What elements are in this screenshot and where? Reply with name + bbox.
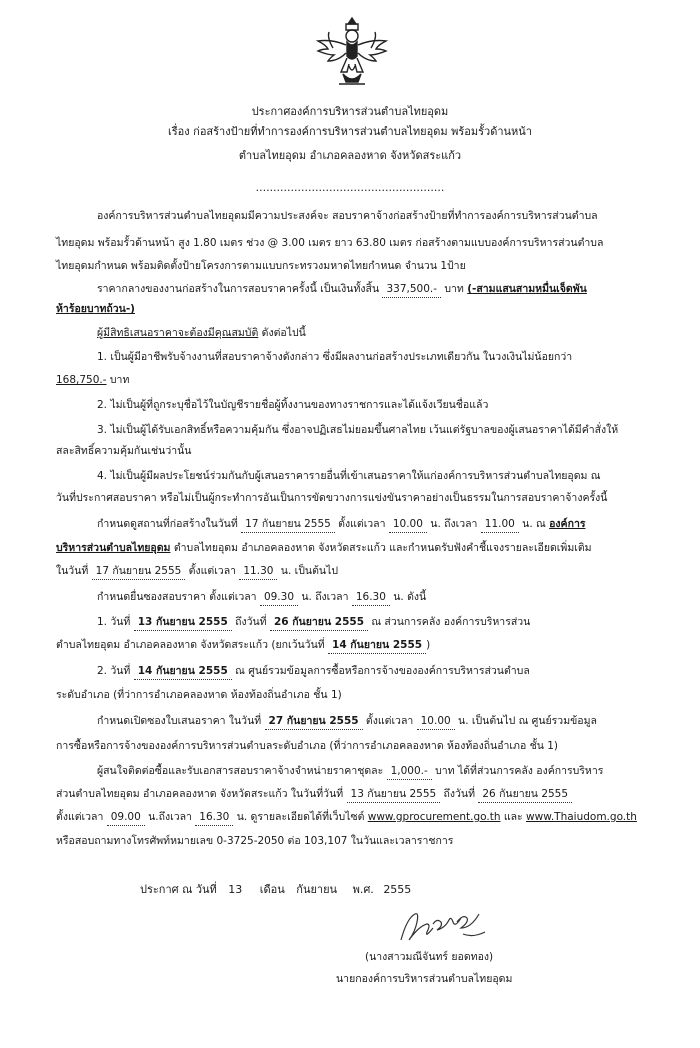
- qualification-1-amount: 168,750.-: [56, 374, 107, 386]
- site-visit-rest: ตำบลไทยอุดม อำเภอคลองหาด จังหวัดสระแก้ว และกำหนดรับฟังคำชี้แจงรายละเอียดเพิ่มเติม: [173, 542, 592, 554]
- submit-label: กำหนดยื่นซองสอบราคา ตั้งแต่เวลา: [97, 591, 257, 603]
- buy-time-line: [56, 810, 637, 826]
- announcement-title: ประกาศองค์การบริหารส่วนตำบลไทยอุดม: [251, 105, 449, 118]
- clarify-label: ในวันที่: [56, 565, 89, 577]
- qualifications-suffix: ดังต่อไปนี้: [261, 327, 306, 339]
- subject-text: ก่อสร้างป้ายที่ทำการองค์การบริหารส่วนตำบลไทยอุดม พร้อมรั้วด้านหน้า: [193, 125, 532, 138]
- gprocurement-link[interactable]: www.gprocurement.go.th: [367, 811, 501, 823]
- date-label: ประกาศ ณ วันที่: [140, 883, 217, 896]
- site-visit-from-label: ตั้งแต่เวลา: [338, 518, 386, 530]
- open-from-label: ตั้งแต่เวลา: [365, 715, 414, 727]
- year-label: พ.ศ.: [352, 883, 374, 896]
- signer-title: นายกองค์การบริหารส่วนตำบลไทยอุดม: [336, 973, 513, 985]
- announcement-date: [140, 882, 411, 897]
- buy-time-to-label: น.ถึงเวลา: [148, 811, 192, 823]
- price-words-cont: ห้าร้อยบาทถ้วน-): [56, 303, 135, 315]
- site-visit-at: น. ณ: [522, 518, 546, 530]
- buy-from: 13 กันยายน 2555: [347, 787, 441, 803]
- open-label: กำหนดเปิดซองใบเสนอราคา ในวันที่: [97, 715, 262, 727]
- submit-to-label: น. ถึงเวลา: [301, 591, 349, 603]
- clarify-time: 11.30: [239, 564, 277, 580]
- submit-1-to: 26 กันยายน 2555: [270, 615, 368, 631]
- thaiudom-link[interactable]: www.Thaiudom.go.th: [526, 811, 637, 823]
- price-prefix: ราคากลางของงานก่อสร้างในการสอบราคาครั้งนี้ เป็นเงินทั้งสิ้น: [97, 283, 380, 295]
- submit-1-to-label: ถึงวันที่: [235, 616, 267, 628]
- qualification-3-cont: สละสิทธิ์ความคุ้มกันเช่นว่านั้น: [56, 445, 192, 457]
- open-time: 10.00: [417, 714, 455, 730]
- open-rest: น. เป็นต้นไป ณ ศูนย์รวมข้อมูล: [458, 715, 597, 727]
- open-place: การซื้อหรือการจ้างขององค์การบริหารส่วนตำบลระดับอำเภอ (ที่ว่าการอำเภอคลองหาด ห้องท้องถิ่นอำเภอ ชั้น 1): [56, 740, 559, 752]
- qualification-1-amount-line: [56, 373, 129, 388]
- submit-1-except: 14 กันยายน 2555: [328, 638, 426, 654]
- qualification-2: 2. ไม่เป็นผู้ที่ถูกระบุชื่อไว้ในบัญชีรายชื่อผู้ทิ้งงานของทางราชการและได้แจ้งเวียนชื่อแล้ว: [97, 399, 489, 411]
- clarify-line: [56, 564, 338, 580]
- month-label: เดือน: [259, 883, 285, 896]
- buy-site-and: และ: [503, 811, 523, 823]
- site-visit-date: 17 กันยายน 2555: [241, 517, 335, 533]
- signer-name: (นางสาวมณีจันทร์ ยอดทอง): [365, 951, 494, 963]
- buy-rest: บาท ได้ที่ส่วนการคลัง องค์การบริหาร: [435, 765, 604, 777]
- phone-line: หรือสอบถามทางโทรศัพท์หมายเลข 0-3725-2050 ต่อ 103,107 ในวันและเวลาราชการ: [56, 835, 454, 847]
- site-visit-org: องค์การ: [549, 518, 586, 530]
- qualification-4-cont: วันที่ประกาศสอบราคา หรือไม่เป็นผู้กระทำการอันเป็นการขัดขวางการแข่งขันราคาอย่างเป็นธรรมในการสอบราคาจ้างครั้งนี้: [56, 492, 608, 504]
- buy-label: ผู้สนใจติดต่อซื้อและรับเอกสารสอบราคาจ้างจำหน่ายราคาชุดละ: [97, 765, 384, 777]
- qualification-4: 4. ไม่เป็นผู้มีผลประโยชน์ร่วมกันกับผู้เสนอราคารายอื่นที่เข้าเสนอราคาให้แก่องค์การบริหารส่วนตำบลไทยอุดม ณ: [97, 470, 601, 482]
- open-date: 27 กันยายน 2555: [265, 714, 363, 730]
- submit-from: 09.30: [260, 590, 298, 606]
- signature-icon: [393, 904, 493, 948]
- qualifications-title: ผู้มีสิทธิเสนอราคาจะต้องมีคุณสมบัติ: [97, 327, 259, 339]
- submit-2-line: [97, 664, 530, 680]
- submit-1-cont: [56, 638, 430, 654]
- subject-label: เรื่อง: [168, 125, 190, 138]
- submit-1-from: 13 กันยายน 2555: [134, 615, 232, 631]
- site-visit-cont: [56, 541, 592, 556]
- buy-place: ส่วนตำบลไทยอุดม อำเภอคลองหาด จังหวัดสระแก้ว ในวันที่วันที่: [56, 788, 344, 800]
- submit-suffix: น. ดังนี้: [393, 591, 427, 603]
- buy-time-to: 16.30: [195, 810, 233, 826]
- site-visit-line: [97, 517, 585, 533]
- submit-to: 16.30: [352, 590, 390, 606]
- submit-1-close: ): [426, 639, 431, 651]
- open-line: [97, 714, 597, 730]
- separator: ......................................................: [255, 181, 445, 194]
- clarify-date: 17 กันยายน 2555: [92, 564, 186, 580]
- site-visit-to-label: น. ถึงเวลา: [430, 518, 478, 530]
- intro-line-2: ไทยอุดม พร้อมรั้วด้านหน้า สูง 1.80 เมตร ช่วง @ 3.00 เมตร ยาว 63.80 เมตร ก่อสร้างตามแบบองค์การบริหารส่วนตำบล: [56, 237, 604, 249]
- date-day: 13: [228, 883, 243, 896]
- price-words: (-สามแสนสามหมื่นเจ็ดพัน: [467, 283, 587, 295]
- intro-line-1: องค์การบริหารส่วนตำบลไทยอุดมมีความประสงค์จะ สอบราคาจ้างก่อสร้างป้ายที่ทำการองค์การบริหารส่วนตำบล: [97, 210, 598, 222]
- site-visit-label: กำหนดดูสถานที่ก่อสร้างในวันที่: [97, 518, 238, 530]
- qualification-1: 1. เป็นผู้มีอาชีพรับจ้างงานที่สอบราคาจ้างดังกล่าว ซึ่งมีผลงานก่อสร้างประเภทเดียวกัน ในวงเงินไม่น้อยกว่า: [97, 351, 573, 363]
- garuda-emblem-icon: [313, 12, 391, 92]
- buy-to-label: ถึงวันที่: [443, 788, 476, 800]
- clarify-suffix: น. เป็นต้นไป: [280, 565, 339, 577]
- subject-line: [0, 124, 700, 140]
- price-unit: บาท: [444, 283, 464, 295]
- submit-1-label: 1. วันที่: [97, 616, 131, 628]
- submit-2-date: 14 กันยายน 2555: [134, 664, 232, 680]
- location-line: ตำบลไทยอุดม อำเภอคลองหาด จังหวัดสระแก้ว: [238, 149, 462, 162]
- date-month: กันยายน: [296, 883, 338, 896]
- buy-time-from: 09.00: [107, 810, 145, 826]
- submit-2-cont: ระดับอำเภอ (ที่ว่าการอำเภอคลองหาด ห้องท้องถิ่นอำเภอ ชั้น 1): [56, 689, 342, 701]
- buy-line: [97, 764, 603, 780]
- buy-place-line: [56, 787, 572, 803]
- intro-line-3: ไทยอุดมกำหนด พร้อมติดตั้งป้ายโครงการตามแบบกระทรวงมหาดไทยกำหนด จำนวน 1ป้าย: [56, 260, 466, 272]
- clarify-from-label: ตั้งแต่เวลา: [188, 565, 237, 577]
- qualifications-heading: [97, 326, 306, 341]
- price-line: [97, 282, 587, 298]
- buy-price: 1,000.-: [387, 764, 432, 780]
- buy-site-label: น. ดูรายละเอียดได้ที่เว็บไซต์: [236, 811, 365, 823]
- submit-2-label: 2. วันที่: [97, 665, 131, 677]
- site-visit-from: 10.00: [389, 517, 427, 533]
- site-visit-org-cont: บริหารส่วนตำบลไทยอุดม: [56, 542, 171, 554]
- qualification-1-unit: บาท: [109, 374, 130, 386]
- date-year: 2555: [383, 883, 412, 896]
- site-visit-to: 11.00: [481, 517, 519, 533]
- submit-line: [97, 590, 426, 606]
- submit-1-line: [97, 615, 530, 631]
- submit-1-place: ณ ส่วนการคลัง องค์การบริหารส่วน: [371, 616, 531, 628]
- submit-2-place: ณ ศูนย์รวมข้อมูลการซื้อหรือการจ้างขององค์การบริหารส่วนตำบล: [235, 665, 530, 677]
- buy-to: 26 กันยายน 2555: [478, 787, 572, 803]
- submit-1-place-cont: ตำบลไทยอุดม อำเภอคลองหาด จังหวัดสระแก้ว (ยกเว้นวันที่: [56, 639, 325, 651]
- buy-time-label: ตั้งแต่เวลา: [56, 811, 104, 823]
- price-value: 337,500.-: [382, 282, 441, 298]
- qualification-3: 3. ไม่เป็นผู้ได้รับเอกสิทธิ์หรือความคุ้มกัน ซึ่งอาจปฏิเสธไม่ยอมขึ้นศาลไทย เว้นแต่รัฐบาลของผู้เสนอราคาได้มีคำสั่งให้: [97, 424, 619, 436]
